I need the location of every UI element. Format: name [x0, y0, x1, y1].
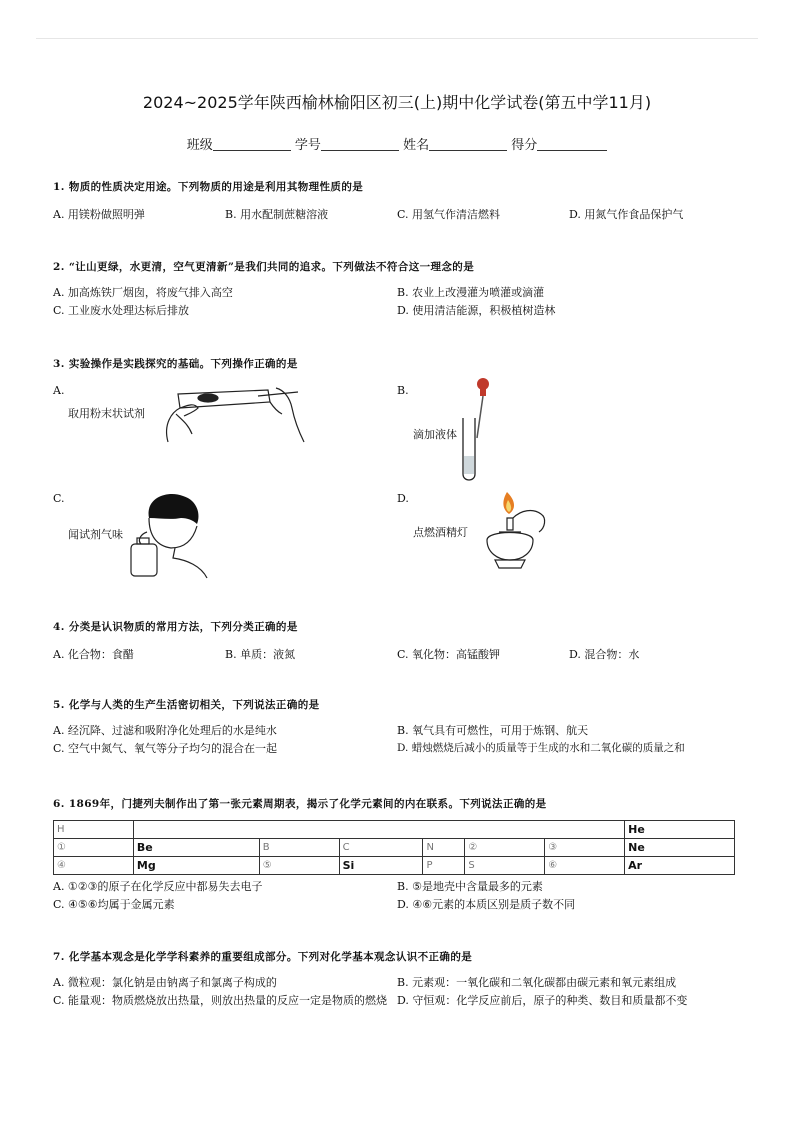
score-label: 得分: [511, 138, 538, 153]
question-3: [53, 357, 742, 371]
question-stem: 4. 分类是认识物质的常用方法，下列分类正确的是: [53, 621, 298, 633]
table-cell: Si: [339, 857, 423, 875]
powder-sampling-illustration: [158, 384, 308, 446]
table-cell: ①: [54, 839, 134, 857]
option-c[interactable]: [53, 492, 253, 582]
question-6: [53, 797, 742, 811]
question-stem: 1. 物质的性质决定用途。下列物质的用途是利用其物理性质的是: [53, 181, 364, 193]
option-c[interactable]: C. 氧化物：高锰酸钾: [397, 648, 501, 661]
option-c[interactable]: C. 空气中氮气、氧气等分子均匀的混合在一起: [53, 742, 278, 755]
option-caption: 滴加液体: [413, 428, 457, 441]
option-d[interactable]: D. 使用清洁能源，积极植树造林: [397, 304, 556, 317]
option-d[interactable]: D. 守恒观：化学反应前后，原子的种类、数目和质量都不变: [397, 994, 688, 1007]
periodic-table: [53, 820, 735, 875]
option-a[interactable]: A. 经沉降、过滤和吸附净化处理后的水是纯水: [53, 724, 277, 737]
option-b[interactable]: B. 农业上改漫灌为喷灌或滴灌: [397, 286, 545, 299]
table-cell: Be: [133, 839, 259, 857]
question-6-options: [53, 878, 742, 914]
option-a[interactable]: [53, 384, 313, 454]
table-row: [54, 821, 735, 839]
option-b[interactable]: B. 元素观：一氧化碳和二氧化碳都由碳元素和氧元素组成: [397, 976, 677, 989]
option-a[interactable]: A. ①②③的原子在化学反应中都易失去电子: [53, 880, 263, 893]
alcohol-lamp-illustration: [469, 488, 553, 574]
smelling-reagent-illustration: [127, 488, 211, 580]
option-c[interactable]: C. 能量观：物质燃烧放出热量，则放出热量的反应一定是物质的燃烧: [53, 994, 388, 1007]
dropper-test-tube-illustration: [457, 378, 497, 490]
question-stem: 2. “让山更绿，水更清，空气更清新”是我们共同的追求。下列做法不符合这一理念的是: [53, 261, 475, 273]
table-cell: ②: [465, 839, 545, 857]
table-cell: P: [423, 857, 465, 875]
question-stem: 7. 化学基本观念是化学学科素养的重要组成部分。下列对化学基本观念认识不正确的是: [53, 951, 473, 963]
table-cell: ③: [545, 839, 625, 857]
question-stem: 5. 化学与人类的生产生活密切相关，下列说法正确的是: [53, 699, 320, 711]
option-a[interactable]: A. 加高炼铁厂烟囱，将废气排入高空: [53, 286, 233, 299]
option-b[interactable]: B. 氧气具有可燃性，可用于炼钢、航天: [397, 724, 589, 737]
question-7: [53, 950, 742, 964]
table-cell: C: [339, 839, 423, 857]
option-b[interactable]: B. ⑤是地壳中含量最多的元素: [397, 880, 543, 893]
question-4: [53, 620, 742, 662]
question-stem: 3. 实验操作是实践探究的基础。下列操作正确的是: [53, 358, 298, 370]
table-cell: Ar: [625, 857, 735, 875]
question-1: [53, 180, 742, 222]
option-caption: 闻试剂气味: [68, 528, 123, 541]
option-b[interactable]: [397, 384, 597, 494]
page-title: 2024~2025学年陕西榆林榆阳区初三(上)期中化学试卷(第五中学11月): [142, 93, 652, 112]
table-row: [54, 857, 735, 875]
option-letter: B.: [397, 384, 409, 397]
table-cell: B: [259, 839, 339, 857]
option-d[interactable]: D. ④⑥元素的本质区别是质子数不同: [397, 898, 576, 911]
option-letter: C.: [53, 492, 65, 505]
option-b[interactable]: B. 单质：液氮: [225, 648, 296, 661]
number-label: 学号: [294, 138, 321, 153]
table-row: [54, 839, 735, 857]
class-label: 班级: [186, 138, 213, 153]
option-d[interactable]: D. 混合物：水: [569, 648, 640, 661]
table-cell: Ne: [625, 839, 735, 857]
table-cell: He: [625, 821, 735, 839]
option-d[interactable]: [397, 492, 597, 582]
table-cell: [133, 821, 624, 839]
question-5: [53, 698, 742, 758]
question-2: [53, 260, 742, 320]
name-label: 姓名: [403, 138, 430, 153]
option-c[interactable]: C. 工业废水处理达标后排放: [53, 304, 190, 317]
table-cell: ⑥: [545, 857, 625, 875]
option-b[interactable]: B. 用水配制蔗糖溶液: [225, 208, 329, 221]
student-info-row: [0, 134, 794, 153]
option-caption: 取用粉末状试剂: [68, 407, 145, 420]
number-blank[interactable]: [321, 136, 399, 151]
option-caption: 点燃酒精灯: [413, 526, 468, 539]
table-cell: S: [465, 857, 545, 875]
table-cell: H: [54, 821, 134, 839]
table-cell: ⑤: [259, 857, 339, 875]
option-a[interactable]: A. 化合物：食醋: [53, 648, 134, 661]
question-stem: 6. 1869年，门捷列夫制作出了第一张元素周期表，揭示了化学元素间的内在联系。下列说法正确的是: [53, 798, 547, 810]
header-divider: [36, 38, 758, 39]
option-c[interactable]: C. 用氢气作清洁燃料: [397, 208, 501, 221]
table-cell: N: [423, 839, 465, 857]
table-cell: ④: [54, 857, 134, 875]
option-c[interactable]: C. ④⑤⑥均属于金属元素: [53, 898, 175, 911]
score-blank[interactable]: [537, 136, 607, 151]
table-cell: Mg: [133, 857, 259, 875]
option-d[interactable]: D. 蜡烛燃烧后减小的质量等于生成的水和二氧化碳的质量之和: [397, 742, 685, 754]
option-letter: D.: [397, 492, 409, 505]
option-letter: A.: [53, 384, 65, 397]
option-d[interactable]: D. 用氮气作食品保护气: [569, 208, 684, 221]
option-a[interactable]: A. 微粒观：氯化钠是由钠离子和氯离子构成的: [53, 976, 277, 989]
name-blank[interactable]: [429, 136, 507, 151]
class-blank[interactable]: [213, 136, 291, 151]
option-a[interactable]: A. 用镁粉做照明弹: [53, 208, 145, 221]
